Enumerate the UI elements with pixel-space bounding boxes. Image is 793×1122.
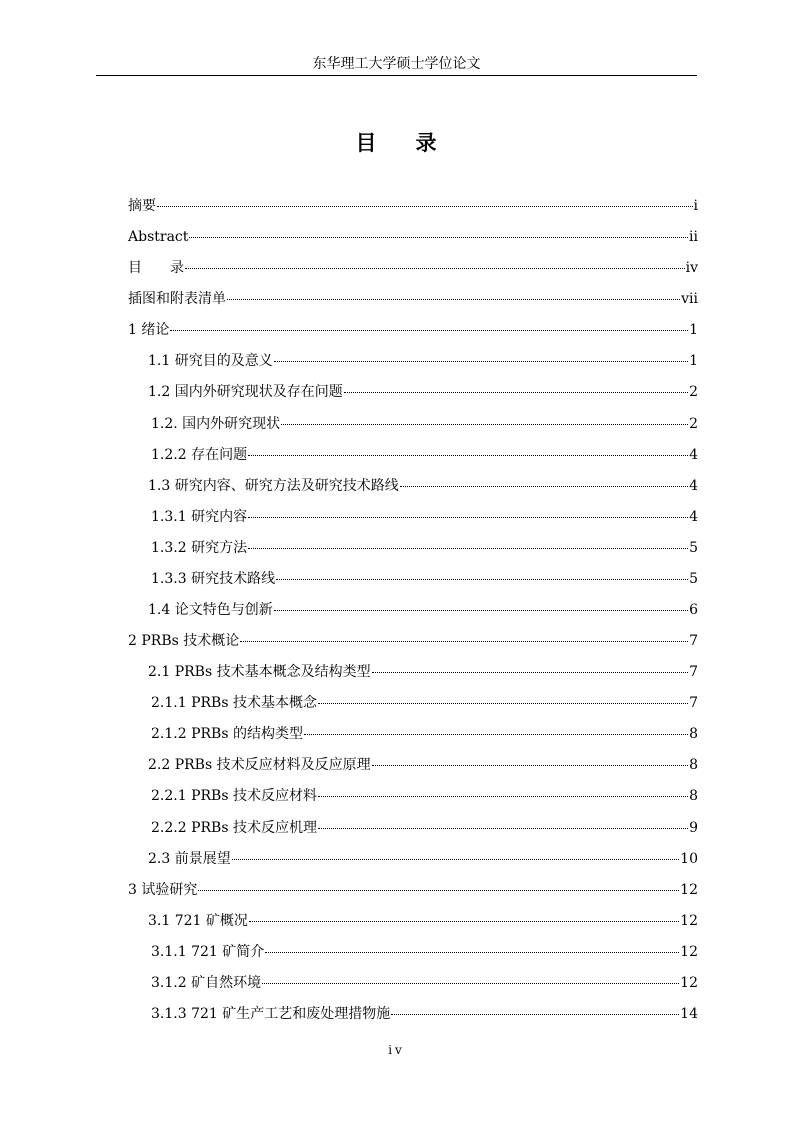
toc-entry-page: 2	[689, 384, 698, 401]
toc-leader-dots	[248, 517, 688, 518]
toc-entry[interactable]	[128, 538, 698, 569]
toc-leader-dots	[274, 361, 688, 362]
toc-leader-dots	[189, 237, 688, 238]
toc-entry-label: 1.2.2 存在问题	[151, 446, 248, 463]
toc-leader-dots	[318, 703, 688, 704]
toc-leader-dots	[274, 610, 688, 611]
toc-entry[interactable]	[128, 973, 698, 1004]
toc-entry-page: 9	[689, 819, 698, 836]
toc-entry-label: 1 绪论	[128, 322, 170, 339]
toc-leader-dots	[372, 672, 688, 673]
page-number: iv	[388, 1043, 405, 1057]
toc-entry-label: Abstract	[128, 229, 189, 246]
toc-entry-label: 3.1.3 721 矿生产工艺和废处理措物施	[151, 1006, 391, 1023]
toc-entry[interactable]	[128, 818, 698, 849]
toc-leader-dots	[240, 641, 688, 642]
toc-leader-dots	[185, 268, 685, 269]
toc-entry-label: 2.3 前景展望	[148, 850, 231, 867]
toc-entry-label: 2.2 PRBs 技术反应材料及反应原理	[148, 757, 371, 774]
toc-entry-page: vii	[681, 291, 698, 308]
toc-entry-page: 7	[689, 633, 698, 650]
toc-entry-page: i	[693, 198, 698, 214]
toc-entry[interactable]	[128, 227, 698, 258]
toc-entry-page: iv	[685, 260, 698, 277]
toc-entry-page: 8	[689, 757, 698, 774]
toc-entry[interactable]	[128, 911, 698, 942]
toc-entry-page: 7	[689, 695, 698, 712]
toc-entry-label: 3.1 721 矿概况	[148, 912, 248, 929]
toc-entry[interactable]	[128, 849, 698, 880]
toc-entry-page: 8	[689, 726, 698, 743]
toc-entry-page: 12	[680, 943, 698, 960]
toc-entry-label: 2.1.2 PRBs 的结构类型	[151, 726, 303, 743]
toc-leader-dots	[372, 765, 688, 766]
toc-entry-page: 14	[680, 1006, 698, 1023]
toc-entry-label: 1.2 国内外研究现状及存在问题	[148, 384, 343, 401]
toc-leader-dots	[227, 299, 680, 300]
table-of-contents	[128, 196, 698, 1035]
toc-entry[interactable]	[128, 786, 698, 817]
toc-leader-dots	[248, 548, 688, 549]
toc-entry-page: 6	[689, 602, 698, 619]
toc-entry-label: 1.2. 国内外研究现状	[151, 415, 281, 432]
toc-entry[interactable]	[128, 724, 698, 755]
toc-entry-label: 3 试验研究	[128, 881, 198, 898]
toc-entry-label: 3.1.2 矿自然环境	[151, 974, 262, 991]
toc-entry-page: 8	[689, 788, 698, 805]
toc-entry-page: 1	[689, 322, 698, 339]
toc-entry[interactable]	[128, 258, 698, 289]
title-char-1: 目	[355, 130, 378, 155]
toc-leader-dots	[318, 828, 688, 829]
toc-entry-label: 目 录	[128, 260, 184, 277]
toc-entry-label: 2 PRBs 技术概论	[128, 633, 240, 650]
toc-leader-dots	[400, 486, 688, 487]
toc-entry[interactable]	[128, 880, 698, 911]
toc-entry-label: 2.2.1 PRBs 技术反应材料	[151, 788, 317, 805]
toc-leader-dots	[265, 952, 679, 953]
toc-entry-page: 10	[680, 850, 698, 867]
toc-entry-label: 1.3.3 研究技术路线	[151, 570, 276, 587]
toc-entry[interactable]	[128, 445, 698, 476]
toc-entry[interactable]	[128, 755, 698, 786]
toc-entry-label: 1.1 研究目的及意义	[148, 353, 273, 370]
toc-entry-label: 2.2.2 PRBs 技术反应机理	[151, 819, 317, 836]
toc-entry-page: 4	[689, 446, 698, 463]
toc-entry[interactable]	[128, 320, 698, 351]
toc-entry[interactable]	[128, 600, 698, 631]
toc-entry-label: 摘要	[128, 198, 156, 214]
toc-leader-dots	[198, 890, 679, 891]
header-rule	[96, 75, 697, 76]
toc-leader-dots	[304, 734, 688, 735]
toc-entry[interactable]	[128, 1004, 698, 1035]
toc-leader-dots	[281, 424, 688, 425]
toc-entry[interactable]	[128, 942, 698, 973]
toc-entry-label: 2.1.1 PRBs 技术基本概念	[151, 695, 317, 712]
toc-leader-dots	[276, 579, 688, 580]
toc-entry-page: 7	[689, 664, 698, 681]
toc-entry[interactable]	[128, 569, 698, 600]
toc-entry-page: 5	[689, 539, 698, 556]
toc-leader-dots	[249, 921, 679, 922]
toc-leader-dots	[318, 796, 688, 797]
toc-entry-label: 1.3 研究内容、研究方法及研究技术路线	[148, 477, 399, 494]
toc-leader-dots	[248, 455, 688, 456]
toc-entry[interactable]	[128, 351, 698, 382]
toc-leader-dots	[391, 1014, 679, 1015]
toc-leader-dots	[262, 983, 679, 984]
toc-entry[interactable]	[128, 414, 698, 445]
toc-entry[interactable]	[128, 662, 698, 693]
toc-entry-label: 插图和附表清单	[128, 291, 226, 308]
toc-entry[interactable]	[128, 693, 698, 724]
toc-entry-page: 1	[689, 353, 698, 370]
toc-entry-page: 2	[689, 415, 698, 432]
toc-entry-page: 4	[689, 508, 698, 525]
toc-entry-label: 1.3.1 研究内容	[151, 508, 248, 525]
toc-entry-label: 1.3.2 研究方法	[151, 539, 248, 556]
toc-entry-page: 12	[680, 881, 698, 898]
toc-entry-label: 1.4 论文特色与创新	[148, 602, 273, 619]
toc-entry[interactable]	[128, 631, 698, 662]
title-char-2: 录	[415, 130, 438, 155]
toc-entry-page: ii	[689, 229, 698, 246]
toc-entry-page: 12	[680, 974, 698, 991]
toc-leader-dots	[232, 859, 679, 860]
toc-entry[interactable]	[128, 289, 698, 320]
toc-entry[interactable]	[128, 196, 698, 227]
toc-entry-page: 5	[689, 570, 698, 587]
toc-entry-page: 4	[689, 477, 698, 494]
toc-entry-label: 2.1 PRBs 技术基本概念及结构类型	[148, 664, 371, 681]
running-header: 东华理工大学硕士学位论文	[312, 56, 481, 72]
toc-leader-dots	[344, 392, 688, 393]
toc-leader-dots	[157, 206, 693, 207]
page-title	[0, 130, 793, 156]
toc-entry[interactable]	[128, 476, 698, 507]
toc-entry[interactable]	[128, 507, 698, 538]
toc-leader-dots	[170, 330, 688, 331]
toc-entry-label: 3.1.1 721 矿简介	[151, 943, 265, 960]
toc-entry[interactable]	[128, 382, 698, 413]
toc-entry-page: 12	[680, 912, 698, 929]
